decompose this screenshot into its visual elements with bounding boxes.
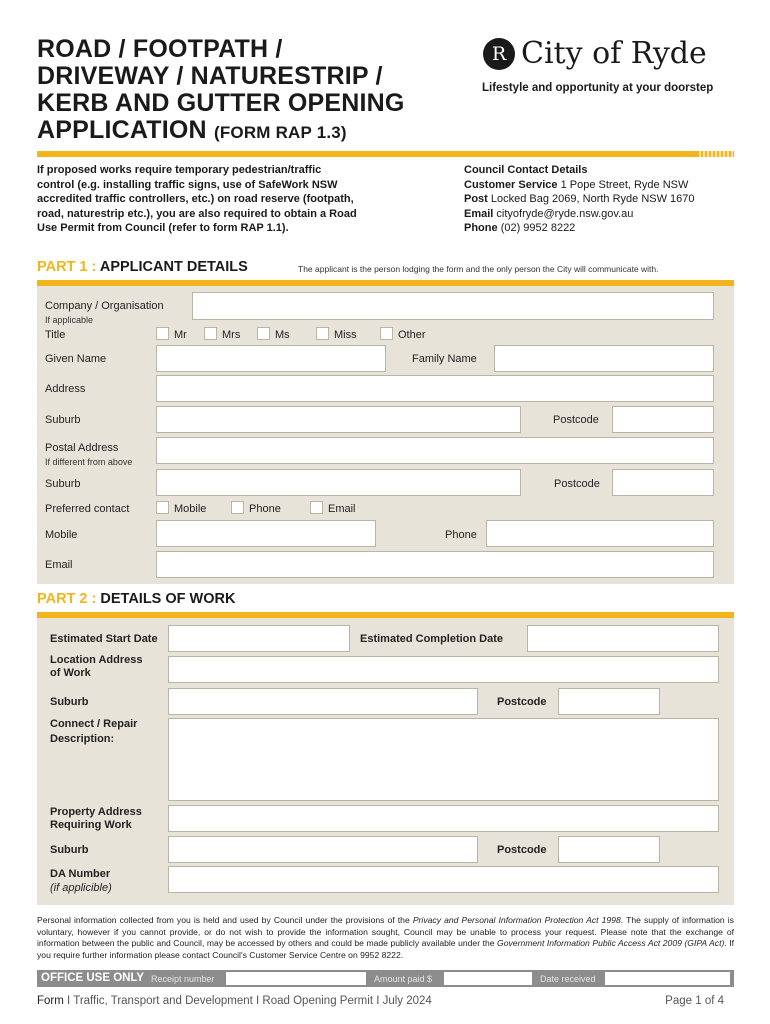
title-ms-label: Ms — [275, 329, 290, 341]
receipt-number-label: Receipt number — [151, 974, 215, 984]
form-title — [37, 36, 405, 146]
company-label: Company / Organisation — [45, 300, 164, 312]
part1-heading: PART 1 : APPLICANT DETAILS — [37, 259, 248, 275]
contact-email-label: Email — [328, 503, 356, 515]
title-mr-label: Mr — [174, 329, 187, 341]
header-divider — [37, 151, 697, 157]
property-label-2: Requiring Work — [50, 819, 132, 831]
contact-heading: Council Contact Details — [464, 164, 588, 176]
suburb-input[interactable] — [156, 406, 521, 433]
title-line-4: APPLICATION — [37, 116, 207, 144]
intro-text: If proposed works require temporary pedestrian/traffic control (e.g. installing traffic signs, use of SafeWork NSW accredited traffic controllers, etc.) on road reserve (footpath, road, naturestrip etc.), you are also required to obtain a Road Use Permit from Council (refer to form RAP 1.1). — [37, 164, 357, 235]
property-suburb-label: Suburb — [50, 844, 89, 856]
connect-label-1: Connect / Repair — [50, 718, 138, 730]
title-line-3: KERB AND GUTTER OPENING — [37, 89, 405, 117]
da-number-input[interactable] — [168, 866, 719, 893]
date-received-label: Date received — [540, 974, 596, 984]
property-suburb-input[interactable] — [168, 836, 478, 863]
property-postcode-label: Postcode — [497, 844, 547, 856]
city-of-ryde-logo — [483, 36, 707, 71]
da-number-sub: (if applicible) — [50, 882, 112, 894]
title-miss-label: Miss — [334, 329, 357, 341]
title-other-label: Other — [398, 329, 426, 341]
title-label: Title — [45, 329, 66, 341]
postal-suburb-input[interactable] — [156, 469, 521, 496]
council-contact-details: Council Contact Details Customer Service 1 Pope Street, Ryde NSW Post Locked Bag 2069, North Ryde NSW 1670 Email cityofryde@ryde.nsw.gov.au Phone (02) 9952 8222 — [464, 164, 695, 235]
completion-date-input[interactable] — [527, 625, 719, 652]
tagline: Lifestyle and opportunity at your doorstep — [482, 82, 714, 94]
title-mrs-checkbox[interactable] — [204, 327, 217, 340]
title-mr-checkbox[interactable] — [156, 327, 169, 340]
postal-suburb-label: Suburb — [45, 478, 81, 490]
mobile-input[interactable] — [156, 520, 376, 547]
given-name-label: Given Name — [45, 353, 107, 365]
start-date-input[interactable] — [168, 625, 350, 652]
property-label-1: Property Address — [50, 806, 142, 818]
work-suburb-label: Suburb — [50, 696, 89, 708]
property-address-input[interactable] — [168, 805, 719, 832]
completion-date-label: Estimated Completion Date — [360, 633, 504, 645]
contact-phone: (02) 9952 8222 — [500, 222, 576, 235]
contact-phone-checkbox[interactable] — [231, 501, 244, 514]
start-date-label: Estimated Start Date — [50, 633, 158, 645]
given-name-input[interactable] — [156, 345, 386, 372]
phone-input[interactable] — [486, 520, 714, 547]
header-divider-dotted — [697, 151, 734, 157]
logo-name: City of Ryde — [521, 36, 707, 71]
page-number: Page 1 of 4 — [665, 995, 724, 1007]
email-input[interactable] — [156, 551, 714, 578]
property-postcode-input[interactable] — [558, 836, 660, 863]
phone-label: Phone — [445, 529, 477, 541]
title-line-1: ROAD / FOOTPATH / — [37, 35, 283, 63]
work-suburb-input[interactable] — [168, 688, 478, 715]
part2-heading: PART 2 : DETAILS OF WORK — [37, 591, 236, 607]
form-code: (FORM RAP 1.3) — [213, 123, 347, 142]
postal-postcode-input[interactable] — [612, 469, 714, 496]
receipt-number-field[interactable] — [226, 972, 366, 985]
title-line-2: DRIVEWAY / NATURESTRIP / — [37, 62, 383, 90]
postal-postcode-label: Postcode — [554, 478, 600, 490]
contact-mobile-label: Mobile — [174, 503, 207, 515]
title-other-checkbox[interactable] — [380, 327, 393, 340]
footer-text: Form I Traffic, Transport and Development I Road Opening Permit I July 2024 — [37, 995, 432, 1007]
email-label: Email — [45, 559, 73, 571]
office-use-label: OFFICE USE ONLY — [41, 972, 145, 984]
suburb-label: Suburb — [45, 414, 81, 426]
postal-address-input[interactable] — [156, 437, 714, 464]
da-number-label: DA Number — [50, 868, 111, 880]
location-input[interactable] — [168, 656, 719, 683]
address-input[interactable] — [156, 375, 714, 402]
contact-email-checkbox[interactable] — [310, 501, 323, 514]
date-received-field[interactable] — [605, 972, 730, 985]
part1-note: The applicant is the person lodging the form and the only person the City will communicate with. — [298, 264, 659, 274]
postcode-input[interactable] — [612, 406, 714, 433]
contact-phone-label: Phone — [249, 503, 281, 515]
company-sub: If applicable — [45, 315, 94, 325]
amount-paid-field[interactable] — [444, 972, 532, 985]
mobile-label: Mobile — [45, 529, 78, 541]
location-label-1: Location Address — [50, 654, 143, 666]
postal-address-sub: If different from above — [45, 457, 133, 467]
contact-mobile-checkbox[interactable] — [156, 501, 169, 514]
connect-label-2: Description: — [50, 733, 115, 745]
logo-emblem-icon: R — [483, 38, 515, 70]
title-miss-checkbox[interactable] — [316, 327, 329, 340]
family-name-input[interactable] — [494, 345, 714, 372]
preferred-contact-label: Preferred contact — [45, 503, 130, 515]
privacy-statement: Personal information collected from you is held and used by Council under the provisions of the Privacy and Personal Information Protection Act 1998. The supply of information is voluntary, however if you cannot provide, or do not wish to provide the information sought, Council may be unable to process your request. Please note that the exchange of information between the public and Council, may be accessed by others and could be made publicly available under the Government Information Public Access Act 2009 (GIPA Act). If you require further information please contact Council's Customer Service Centre on 9952 8222. — [37, 915, 734, 960]
title-ms-checkbox[interactable] — [257, 327, 270, 340]
amount-paid-label: Amount paid $ — [374, 974, 433, 984]
company-input[interactable] — [192, 292, 714, 320]
family-name-label: Family Name — [412, 353, 477, 365]
address-label: Address — [45, 383, 86, 395]
work-postcode-input[interactable] — [558, 688, 660, 715]
description-textarea[interactable] — [168, 718, 719, 801]
title-mrs-label: Mrs — [222, 329, 241, 341]
work-postcode-label: Postcode — [497, 696, 547, 708]
postal-address-label: Postal Address — [45, 442, 119, 454]
contact-email: cityofryde@ryde.nsw.gov.au — [496, 207, 634, 220]
postcode-label: Postcode — [553, 414, 599, 426]
location-label-2: of Work — [50, 667, 91, 679]
